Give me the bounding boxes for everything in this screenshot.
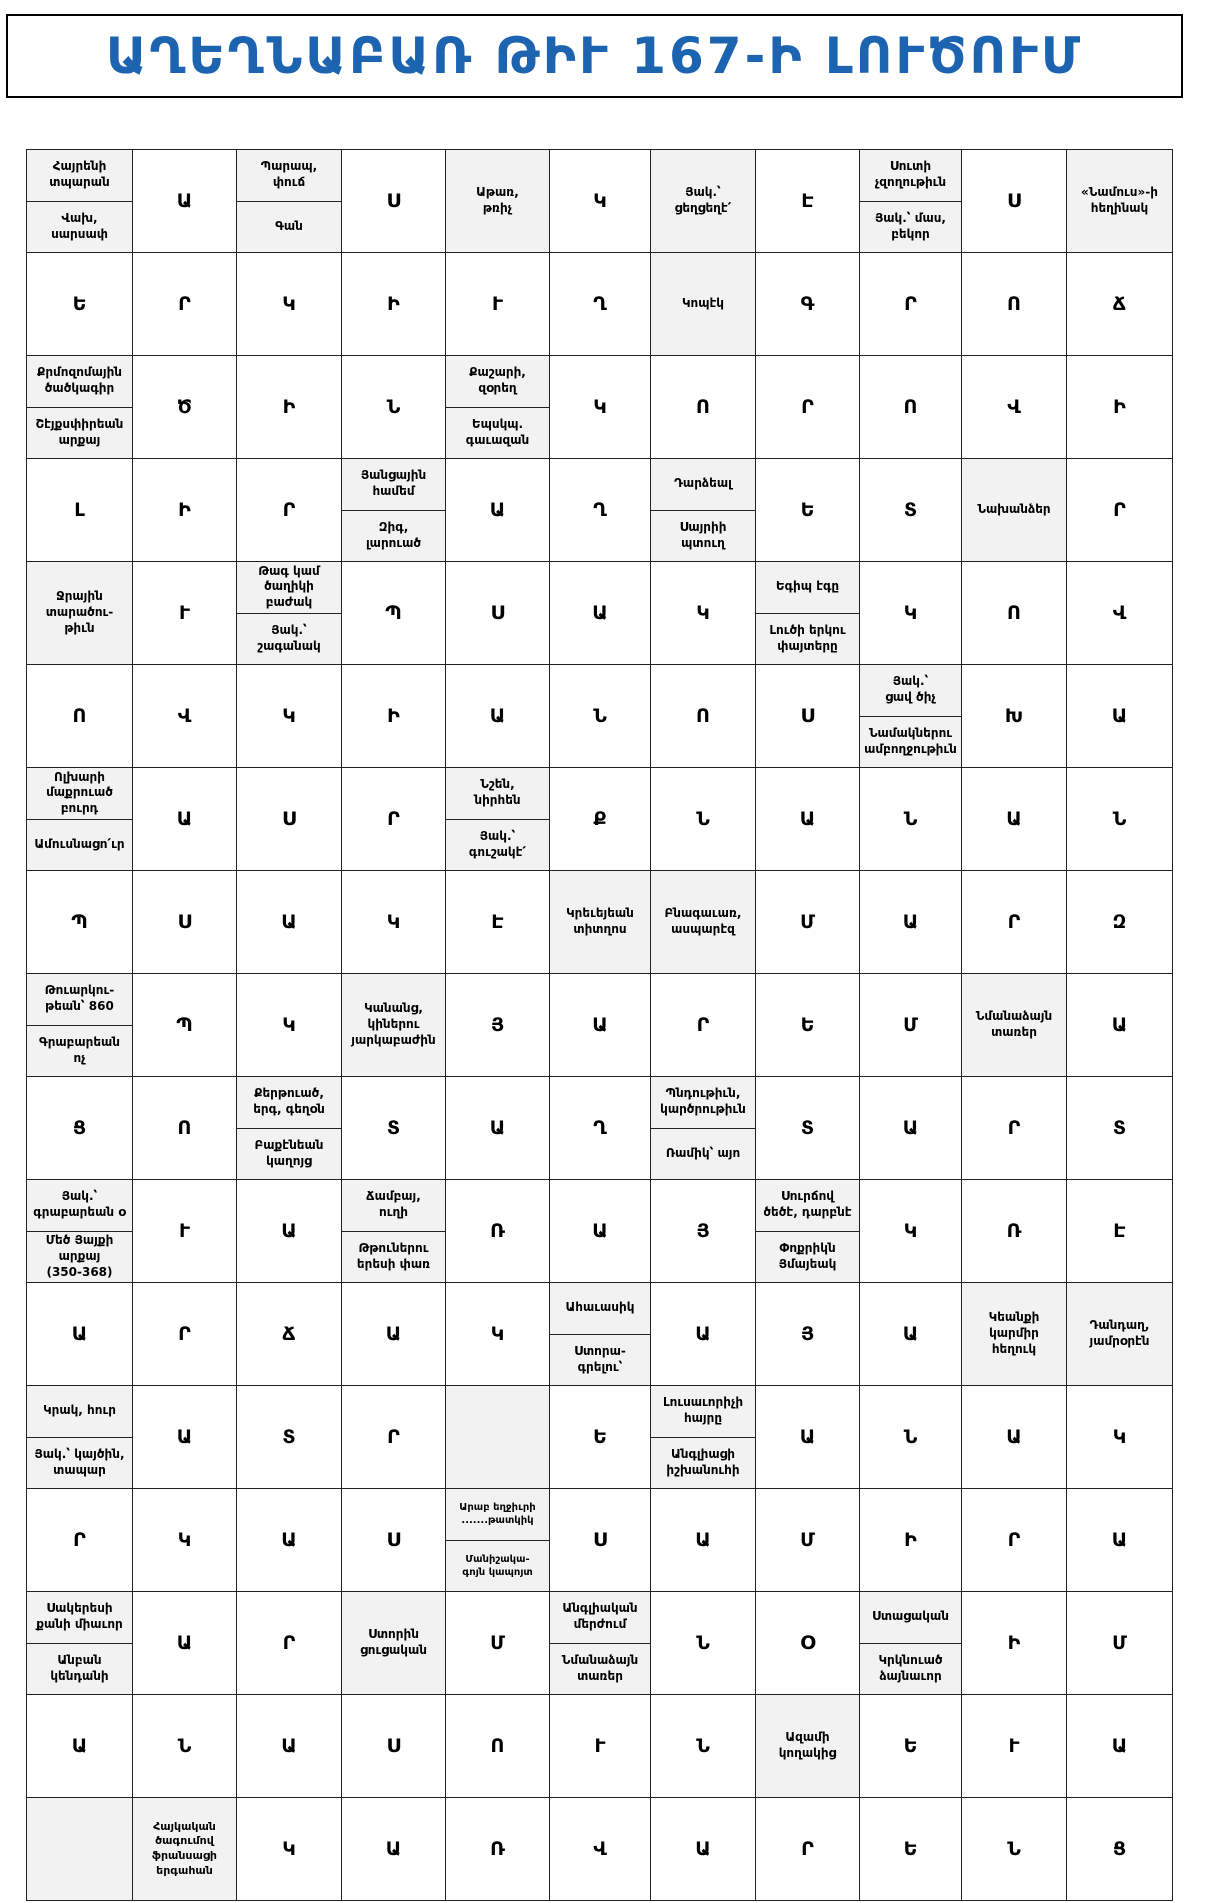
grid-letter: Մ [755,1488,860,1592]
grid-letter: Ր [961,1488,1067,1592]
clue-cell: Հայկական ծագումով ֆրանսացի երգահան [132,1797,237,1901]
grid-letter: Ս [132,870,237,974]
grid-letter: Մ [445,1591,550,1695]
grid-letter: Ր [341,1385,446,1489]
grid-letter: Ց [1066,1797,1173,1901]
grid-letter: Ք [549,767,651,871]
clue-cell: Բնագաւառ, ասպարէզ [650,870,756,974]
grid-letter: Ա [236,1488,342,1592]
clue-cell: Քերթուած, երգ, գեղօն [236,1076,342,1129]
grid-letter: Կ [132,1488,237,1592]
clue-cell: Յակ.՝ ցավ ծիչ [859,664,962,717]
grid-letter: Ա [755,1385,860,1489]
grid-letter: Ռ [445,1179,550,1283]
blank-cell [26,1797,133,1901]
grid-letter: Ո [132,1076,237,1180]
clue-cell: Կրակ, հուր [26,1385,133,1438]
grid-letter: Ն [650,1694,756,1798]
clue-cell: Նմանաձայն տառեր [961,973,1067,1077]
grid-letter: Ր [961,1076,1067,1180]
clue-cell: Անգլիացի իշխանուհի [650,1437,756,1490]
grid-letter: Պ [26,870,133,974]
grid-letter: Կ [236,973,342,1077]
clue-cell: Ոլխարի մաքրուած բուրդ [26,767,133,820]
grid-letter: Ի [1066,355,1173,459]
grid-letter: Ե [755,458,860,562]
clue-cell: Դանդաղ, յամրօրէն [1066,1282,1173,1386]
grid-letter: Ա [445,1076,550,1180]
grid-letter: Ր [132,252,237,356]
grid-letter: Վ [1066,561,1173,665]
grid-letter: Ա [341,1797,446,1901]
clue-cell: Յակ.՝ գրաբարեան օ [26,1179,133,1232]
clue-cell: Ստացական [859,1591,962,1644]
clue-cell: Ազամի կողակից [755,1694,860,1798]
clue-cell: Նշեն, նիրհեն [445,767,550,820]
grid-letter: Ա [961,1385,1067,1489]
grid-letter: Ե [549,1385,651,1489]
clue-cell: Պարապ, փուճ [236,149,342,202]
grid-letter: Ա [859,1282,962,1386]
grid-letter: Ն [961,1797,1067,1901]
clue-cell: Ամուսնացո՛ւր [26,819,133,872]
grid-letter: Ա [26,1694,133,1798]
grid-letter: Կ [549,355,651,459]
grid-letter: Ա [236,870,342,974]
grid-letter: Յ [445,973,550,1077]
clue-cell: Նամակներու ամբողջութիւն [859,716,962,769]
grid-letter: Ն [650,1591,756,1695]
clue-cell: Յակ.՝ գուշակէ՛ [445,819,550,872]
grid-letter: Ա [549,973,651,1077]
grid-letter: Տ [1066,1076,1173,1180]
clue-cell: Կրեւեյեան տիտղոս [549,870,651,974]
grid-letter: Ե [859,1694,962,1798]
grid-letter: Ա [132,149,237,253]
clue-cell: Ահաւասիկ [549,1282,651,1335]
grid-letter: Մ [859,973,962,1077]
grid-letter: Ա [859,1076,962,1180]
grid-letter: Ն [859,767,962,871]
grid-letter: Ո [650,664,756,768]
clue-cell: Սուտի չզողութիւն [859,149,962,202]
grid-letter: Ր [1066,458,1173,562]
clue-cell: Եգիպ էգը [755,561,860,614]
grid-letter: Ա [549,561,651,665]
grid-letter: Ա [236,1694,342,1798]
clue-cell: Նմանաձայն տառեր [549,1643,651,1696]
clue-cell: Թթուներու երեսի փառ [341,1231,446,1284]
clue-cell: Շէյքսփիրեան արքայ [26,407,133,460]
grid-letter: Կ [650,561,756,665]
grid-letter: Ա [26,1282,133,1386]
clue-cell: Կրկնուած ձայնաւոր [859,1643,962,1696]
grid-letter: Ս [341,149,446,253]
clue-cell: Քրմոզոմային ծածկագիր [26,355,133,408]
grid-letter: Ի [859,1488,962,1592]
grid-letter: Ր [961,870,1067,974]
clue-cell: Մանիշակա- գոյն կապոյտ [445,1540,550,1593]
grid-letter: Վ [132,664,237,768]
grid-letter: Ր [236,458,342,562]
grid-letter: Յ [755,1282,860,1386]
clue-cell: Աթառ, թռիչ [445,149,550,253]
grid-letter: Ա [549,1179,651,1283]
grid-letter: Ա [236,1179,342,1283]
clue-cell: Արաբ եղջիւրի .......թատկիկ [445,1488,550,1541]
crossword-grid [26,149,1182,1891]
grid-letter: Ն [341,355,446,459]
clue-cell: Հայրենի տպարան [26,149,133,202]
clue-cell: Անգլիական մերժում [549,1591,651,1644]
grid-letter: Ղ [549,252,651,356]
grid-letter: Կ [1066,1385,1173,1489]
grid-letter: Կ [236,664,342,768]
clue-cell: Յակ.՝ մաս, բեկոր [859,201,962,254]
grid-letter: Կ [859,561,962,665]
grid-letter: Ա [132,1591,237,1695]
clue-cell: Գան [236,201,342,254]
grid-letter: Ս [341,1694,446,1798]
grid-letter: Ս [549,1488,651,1592]
grid-letter: Ր [26,1488,133,1592]
grid-letter: Ի [132,458,237,562]
grid-letter: Ա [1066,1488,1173,1592]
grid-letter: Ս [341,1488,446,1592]
grid-letter: Ո [650,355,756,459]
grid-letter: Ո [961,561,1067,665]
grid-letter: Տ [755,1076,860,1180]
clue-cell: Թուարկու- թեան՝ 860 [26,973,133,1026]
clue-cell: Կեանքի կարմիր հեղուկ [961,1282,1067,1386]
clue-cell: Սայրիի պտուղ [650,510,756,563]
grid-letter: Տ [236,1385,342,1489]
grid-letter: Ր [859,252,962,356]
grid-letter: Կ [445,1282,550,1386]
grid-letter: Ս [445,561,550,665]
grid-letter: Ճ [236,1282,342,1386]
grid-letter: Ո [961,252,1067,356]
grid-letter: Ճ [1066,252,1173,356]
clue-cell: Եպսկպ. գաւազան [445,407,550,460]
clue-cell: Լուծի երկու փայտերը [755,613,860,666]
grid-letter: Ա [650,1282,756,1386]
grid-letter: Խ [961,664,1067,768]
grid-letter: Ց [26,1076,133,1180]
grid-letter: Ա [1066,664,1173,768]
grid-letter: Ի [341,664,446,768]
clue-cell: Յակ.՝ ցեղցեղէ՛ [650,149,756,253]
grid-letter: Ա [755,767,860,871]
grid-letter: Ե [755,973,860,1077]
grid-letter: Ա [859,870,962,974]
grid-letter: Վ [961,355,1067,459]
clue-cell: Նախանձեր [961,458,1067,562]
grid-letter: Ի [236,355,342,459]
grid-letter: Ա [445,458,550,562]
clue-cell: Սուրճով ծեծէ, դարբնէ [755,1179,860,1232]
grid-letter: Ս [236,767,342,871]
title-box [6,14,1183,98]
grid-letter: Կ [549,149,651,253]
grid-letter: Է [445,870,550,974]
grid-letter: Ւ [132,561,237,665]
clue-cell: Յանցային համեմ [341,458,446,511]
grid-letter: Ւ [132,1179,237,1283]
grid-letter: Ե [26,252,133,356]
grid-letter: Ի [961,1591,1067,1695]
clue-cell: Ռամիկ՝ այո [650,1128,756,1181]
grid-letter: Ն [650,767,756,871]
clue-cell: Ստորին ցուցական [341,1591,446,1695]
clue-cell: Յակ.՝ շագանակ [236,613,342,666]
grid-letter: Ա [1066,973,1173,1077]
clue-cell: Ճամբայ, ուղի [341,1179,446,1232]
grid-letter: Ս [755,664,860,768]
blank-cell [445,1385,550,1489]
clue-cell: Սակերեսի քանի միաւոր [26,1591,133,1644]
page-title: ԱՂԵՂՆԱԲԱՌ ԹԻՒ 167-Ի ԼՈՒԾՈՒՄ [106,27,1083,85]
grid-letter: Գ [755,252,860,356]
grid-letter: Ա [961,767,1067,871]
clue-cell: Վախ, սարսափ [26,201,133,254]
grid-letter: Ր [132,1282,237,1386]
grid-letter: Ե [859,1797,962,1901]
grid-letter: Յ [650,1179,756,1283]
grid-letter: Ա [341,1282,446,1386]
grid-letter: Կ [341,870,446,974]
grid-letter: Տ [859,458,962,562]
grid-letter: Ր [755,355,860,459]
clue-cell: Մեծ Յայքի արքայ (350-368) [26,1231,133,1284]
grid-letter: Պ [132,973,237,1077]
clue-cell: Ջրային տարածու- թիւն [26,561,133,665]
grid-letter: Կ [236,1797,342,1901]
grid-letter: Ւ [549,1694,651,1798]
clue-cell: Յակ.՝ կայծին, տապար [26,1437,133,1490]
clue-cell: Կանանց, կիներու յարկաբաժին [341,973,446,1077]
clue-cell: Ստորա- գրելու՝ [549,1334,651,1387]
grid-letter: Է [755,149,860,253]
grid-letter: Զ [1066,870,1173,974]
grid-letter: Ա [132,1385,237,1489]
grid-letter: Ո [26,664,133,768]
grid-letter: Լ [26,458,133,562]
grid-letter: Ւ [445,252,550,356]
clue-cell: Դարձեալ [650,458,756,511]
grid-letter: Պ [341,561,446,665]
grid-letter: Ռ [445,1797,550,1901]
grid-letter: Ն [132,1694,237,1798]
grid-letter: Ո [445,1694,550,1798]
grid-letter: Տ [341,1076,446,1180]
grid-letter: Մ [1066,1591,1173,1695]
grid-letter: Ս [961,149,1067,253]
grid-letter: Ն [859,1385,962,1489]
grid-letter: Ո [859,355,962,459]
grid-letter: Ղ [549,1076,651,1180]
grid-letter: Օ [755,1591,860,1695]
grid-letter: Կ [236,252,342,356]
grid-letter: Ա [650,1797,756,1901]
clue-cell: Կոպէկ [650,252,756,356]
clue-cell: Լուսաւորիչի հայրը [650,1385,756,1438]
grid-letter: Ռ [961,1179,1067,1283]
grid-letter: Ր [650,973,756,1077]
clue-cell: Զիգ, լարուած [341,510,446,563]
clue-cell: Փոքրիկն Յմայեակ [755,1231,860,1284]
grid-letter: Ր [236,1591,342,1695]
grid-letter: Ա [650,1488,756,1592]
grid-letter: Ւ [961,1694,1067,1798]
grid-letter: Մ [755,870,860,974]
clue-cell: «Նամուս»-ի հեղինակ [1066,149,1173,253]
clue-cell: Թագ կամ ծաղիկի բաժակ [236,561,342,614]
grid-letter: Ի [341,252,446,356]
grid-letter: Ա [1066,1694,1173,1798]
grid-letter: Ղ [549,458,651,562]
clue-cell: Գրաբարեան ոչ [26,1025,133,1078]
clue-cell: Քաշարի, զօրեղ [445,355,550,408]
grid-letter: Է [1066,1179,1173,1283]
grid-letter: Կ [859,1179,962,1283]
grid-letter: Ր [341,767,446,871]
grid-letter: Ծ [132,355,237,459]
grid-letter: Վ [549,1797,651,1901]
clue-cell: Անբան կենդանի [26,1643,133,1696]
grid-letter: Ն [549,664,651,768]
grid-letter: Ն [1066,767,1173,871]
grid-letter: Ր [755,1797,860,1901]
clue-cell: Բաքէնեան կաղոյց [236,1128,342,1181]
grid-letter: Ա [132,767,237,871]
grid-letter: Ա [445,664,550,768]
clue-cell: Պնդութիւն, կարծրութիւն [650,1076,756,1129]
